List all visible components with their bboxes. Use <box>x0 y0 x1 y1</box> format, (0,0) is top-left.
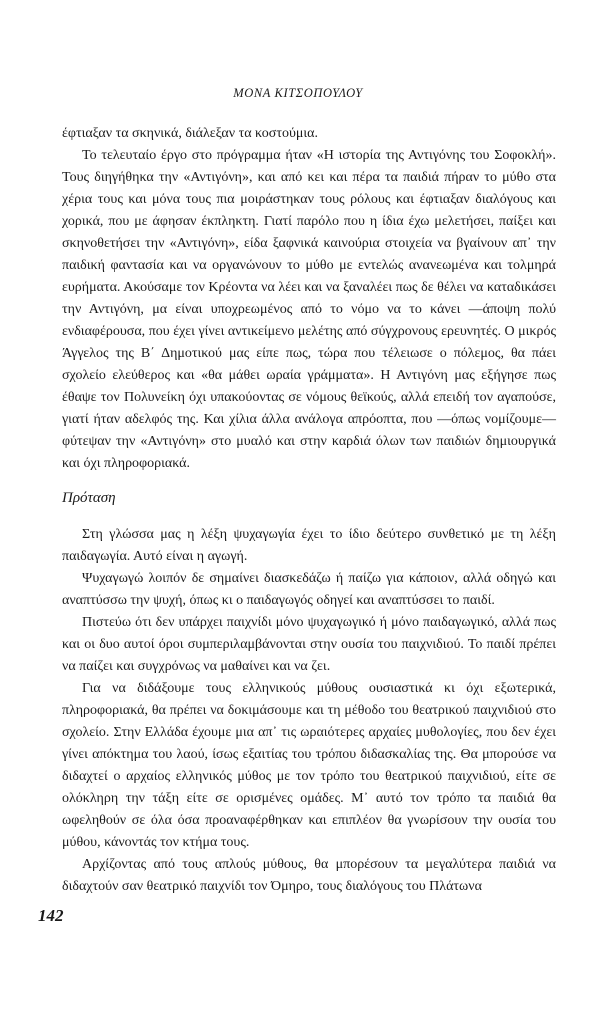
intro-text <box>62 123 556 475</box>
paragraph: έφτιαξαν τα σκηνικά, διάλεξαν τα κοστούμια. <box>62 126 318 141</box>
paragraph: Αρχίζοντας από τους απλούς μύθους, θα μπορέσουν τα μεγαλύτερα παιδιά να διδαχτούν σαν θεατρικό παιχνίδι τον Όμηρο, τους διαλόγους του Πλάτωνα <box>62 857 556 894</box>
running-header: ΜΟΝΑ ΚΙΤΣΟΠΟΥΛΟΥ <box>233 86 363 100</box>
section-text <box>62 524 556 898</box>
paragraph: Πιστεύω ότι δεν υπάρχει παιχνίδι μόνο ψυχαγωγικό ή μόνο παιδαγωγικό, αλλά πως και οι δυο αυτοί όροι συμπεριλαμβάνονται στην ουσία του παιχνιδιού. Το παιδί πρέπει να παίζει και συγχρόνως να μαθαίνει και να ζει. <box>62 615 556 674</box>
paragraph: Ψυχαγωγώ λοιπόν δε σημαίνει διασκεδάζω ή παίζω για κάποιον, αλλά οδηγώ και αναπτύσσω την ψυχή, όπως κι ο παιδαγωγός οδηγεί και αναπτύσσει το παιδί. <box>62 571 556 608</box>
section-heading: Πρόταση <box>62 490 116 506</box>
paragraph: Για να διδάξουμε τους ελληνικούς μύθους ουσιαστικά κι όχι εξωτερικά, πληροφοριακά, θα πρέπει να δοκιμάσουμε και τη μέθοδο του θεατρικού παιχνιδιού στο σχολείο. Στην Ελλάδα έχουμε μια απ᾽ τις ωραιότερες αρχαίες μυθολογίες, που δεν έχει γίνει απόκτημα του λαού, ίσως εξαιτίας του τρόπου διδασκαλίας της. Θα μπορούσε να διδαχτεί ο αρχαίος ελληνικός μύθος με τον τρόπο του θεατρικού παιχνιδιού, είτε σε ολόκληρη την τάξη είτε σε ορισμένες ομάδες. Μ᾽ αυτό τον τρόπο τα παιδιά θα ωφεληθούν σε όλα όσα προαναφέρθηκαν και επιπλέον θα γνωρίσουν την ουσία του μύθου, κάνοντάς τον κτήμα τους. <box>62 681 556 850</box>
page-number: 142 <box>38 906 64 925</box>
paragraph: Το τελευταίο έργο στο πρόγραμμα ήταν «Η ιστορία της Αντιγόνης του Σοφοκλή». Τους διηγήθηκα την «Αντιγόνη», και από κει και πέρα τα παιδιά πήραν το μύθο στα χέρια τους και μόνα τους πια μοιράστηκαν τους ρόλους και έφτιαξαν διαλόγους και χορικά, που με άφησαν έκπληκτη. Γιατί παρόλο που η ίδια έχω μελετήσει, παίξει και σκηνοθετήσει την «Αντιγόνη», είδα ξαφνικά καινούρια στοιχεία να βγαίνουν απ᾽ την παιδική φαντασία και να οργανώνουν το μύθο με εντελώς ανανεωμένα και τολμηρά ευρήματα. Ακούσαμε τον Κρέοντα να λέει και να ξαναλέει πως δε θέλει να καταδικάσει την Αντιγόνη, μα είναι υποχρεωμένος από το νόμο να το κάνει —άποψη πολύ ενδιαφέρουσα, που έχει γίνει αντικείμενο μελέτης από σύγχρονους ερευνητές. Ο μικρός Άγγελος της Β΄ Δημοτικού μας είπε πως, τώρα που τέλειωσε ο πόλεμος, θα πάει σχολείο ελεύθερος και «θα μάθει ωραία γράμματα». Η Αντιγόνη μας εξήγησε πως έθαψε τον Πολυνείκη όχι υπακούοντας σε νόμους θεϊκούς, αλλά επειδή τον αγαπούσε, γιατί ήταν αδελφός της. Και χίλια άλλα ανάλογα απρόοπτα, που —όπως νομίζουμε— φύτεψαν την «Αντιγόνη» στο μυαλό και στην καρδιά όλων των παιδιών δημιουργικά και όχι πληροφοριακά. <box>62 148 556 471</box>
paragraph: Στη γλώσσα μας η λέξη ψυχαγωγία έχει το ίδιο δεύτερο συνθετικό με τη λέξη παιδαγωγία. Αυτό είναι η αγωγή. <box>62 527 556 564</box>
